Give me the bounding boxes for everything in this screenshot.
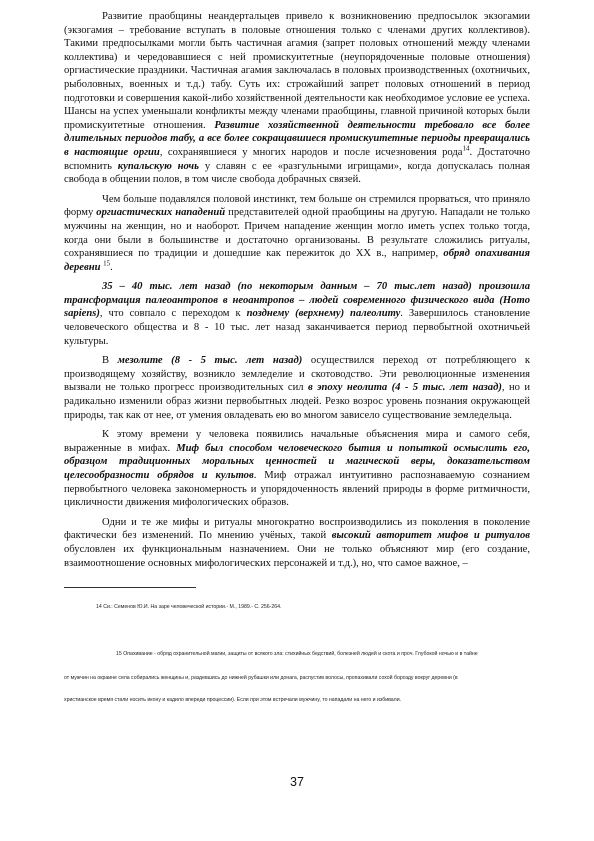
paragraph-1	[64, 10, 530, 187]
footnote-15-line-1: 15 Опахивание - обряд охранительной магии, защиты от всякого зла: стихийных бедствий, болезней людей и скота и проч. Глубокой ночью и в тайне	[116, 651, 478, 657]
body-text: Одни и те же мифы и ритуалы многократно воспроизводились из поколения в поколение фактически без изменений. По мнению учёных, такой	[64, 516, 530, 542]
body-text: . Миф отражал интуитивно распознаваемую сознанием первобытного человека закономерность и упорядоченность явлений природы в форме ритмичности, цикличности движения мифологических образов.	[64, 470, 530, 509]
emphasis-text: оргиастических нападений	[96, 207, 226, 219]
paragraph-6	[64, 516, 530, 570]
paragraph-4	[64, 354, 530, 422]
footnote-15-line-2: от мужчин на окраине села собирались женщины и, раздевшись до нижней рубашки или донага, распустив волосы, пропахивали сохой борозду вокруг деревни (в	[64, 675, 458, 681]
body-text: .	[110, 261, 113, 273]
emphasis-text: позднему (верхнему) палеолиту	[246, 308, 401, 320]
body-text: , но и радикально изменили образ жизни первобытных людей. Резко возрос уровень познания окружающей природы, так как от нее, от умения овладевать ею во многом зависело существование земледельца.	[64, 382, 530, 421]
footnote-separator	[64, 587, 196, 588]
body-text: К этому времени у человека появились начальные объяснения мира и самого себя, выраженные в мифах.	[64, 429, 530, 454]
page-number: 37	[290, 775, 304, 789]
footnote-ref: 15	[103, 259, 111, 268]
body-text: обусловлен их функциональным назначением. Они не только объясняют мир (его создание, взаимоотношение основных мифологических персонажей и т.д.), но, что самое важное, –	[64, 543, 530, 569]
body-text: . Достаточно вспомнить	[64, 146, 531, 172]
body-text: . Завершилось становление человеческого общества и 8 - 10 тыс. лет назад заканчивается период первобытной охотничьей культуры.	[64, 308, 530, 347]
emphasis-text: Развитие хозяйственной деятельности требовало все более длительных периодов табу, а все более сокращавшиеся промискуитетные периоды превращались в настоящие оргии	[64, 119, 530, 158]
emphasis-text: мезолите (8 - 5 тыс. лет назад)	[117, 355, 303, 367]
footnote-15-line-3: христианское время стали носить икону и кадило впереди процессии). Если при этом встречали мужчину, то нападали на него и избивали.	[64, 697, 402, 703]
body-text: Развитие праобщины неандертальцев привело к возникновению предпосылок экзогамии (экзогамия – требование вступать в половые отношения только с членами других коллективов). Такими предпосылками могли быть частичная агамия (запрет половых отношений между членами коллектива) и чередовавшиеся с ней промискуитетные (неупорядоченные половые отношения) оргиастические праздники. Частичная агамия заключалась в половых производственных (охотничьих, рыболовных, военных и т.д.) табу. Суть их: строжайший запрет половых отношений в период подготовки и совершения какой-либо хозяйственной деятельности как необходимое условие ее успеха. Шансы на успех уменьшали конфликты между членами праобщины, главной причиной которых были промискуитетные отношения.	[64, 11, 530, 131]
emphasis-text: Миф был способом человеческого бытия и попыткой осмыслить его, образцом традиционных моральных ценностей и магической веры, доказательством целесообразности обрядов и культов	[64, 442, 530, 481]
body-text: осуществился переход от потребляющего к производящему хозяйству, возникло земледелие и скотоводство. Эти революционные изменения вызвали не только прогресс производительных сил	[64, 355, 530, 394]
paragraph-3	[64, 280, 530, 348]
paragraph-2	[64, 193, 530, 275]
body-text: Чем больше подавлялся половой инстинкт, тем больше он стремился прорваться, что приняло форму	[64, 193, 530, 219]
page-body	[64, 10, 530, 576]
body-text: , что совпало с переходом к	[99, 308, 247, 320]
emphasis-text: купальскую ночь	[117, 160, 199, 172]
body-text: представителей одной праобщины на другую. Нападали не только мужчины на женщин, но и наоборот. Причем нападение женщин могло иметь успех только тогда, когда они были в большинстве и достаточно организованы. В результате сложились ритуалы, сохранявшиеся по традиции и дошедшие как пережиток до XX в., например,	[64, 207, 530, 260]
footnote-ref: 14	[462, 144, 470, 153]
emphasis-text: высокий авторитет мифов и ритуалов	[331, 530, 530, 542]
paragraph-5	[64, 428, 530, 510]
body-text: В	[102, 355, 118, 367]
body-text: у славян с ее «разгульными игрищами», когда допускалась полная свобода в общении полов, в том числе свобода добрачных связей.	[64, 160, 531, 186]
emphasis-text: в эпоху неолита (4 - 5 тыс. лет назад)	[307, 382, 502, 394]
emphasis-text: 35 – 40 тыс. лет назад (по некоторым данным – 70 тыс.лет назад) произошла трансформация палеоантропов в неоантропов – людей современного физического вида (Homo sapiens)	[64, 281, 530, 320]
body-text: , сохранявшиеся у многих народов и после исчезновения рода	[159, 146, 463, 158]
footnote-14: 14 Си.: Семенов Ю.И. На заре человеческой истории.- М., 1989.- С. 256-264.	[96, 604, 282, 610]
emphasis-text: обряд опахивания деревни	[64, 248, 530, 273]
